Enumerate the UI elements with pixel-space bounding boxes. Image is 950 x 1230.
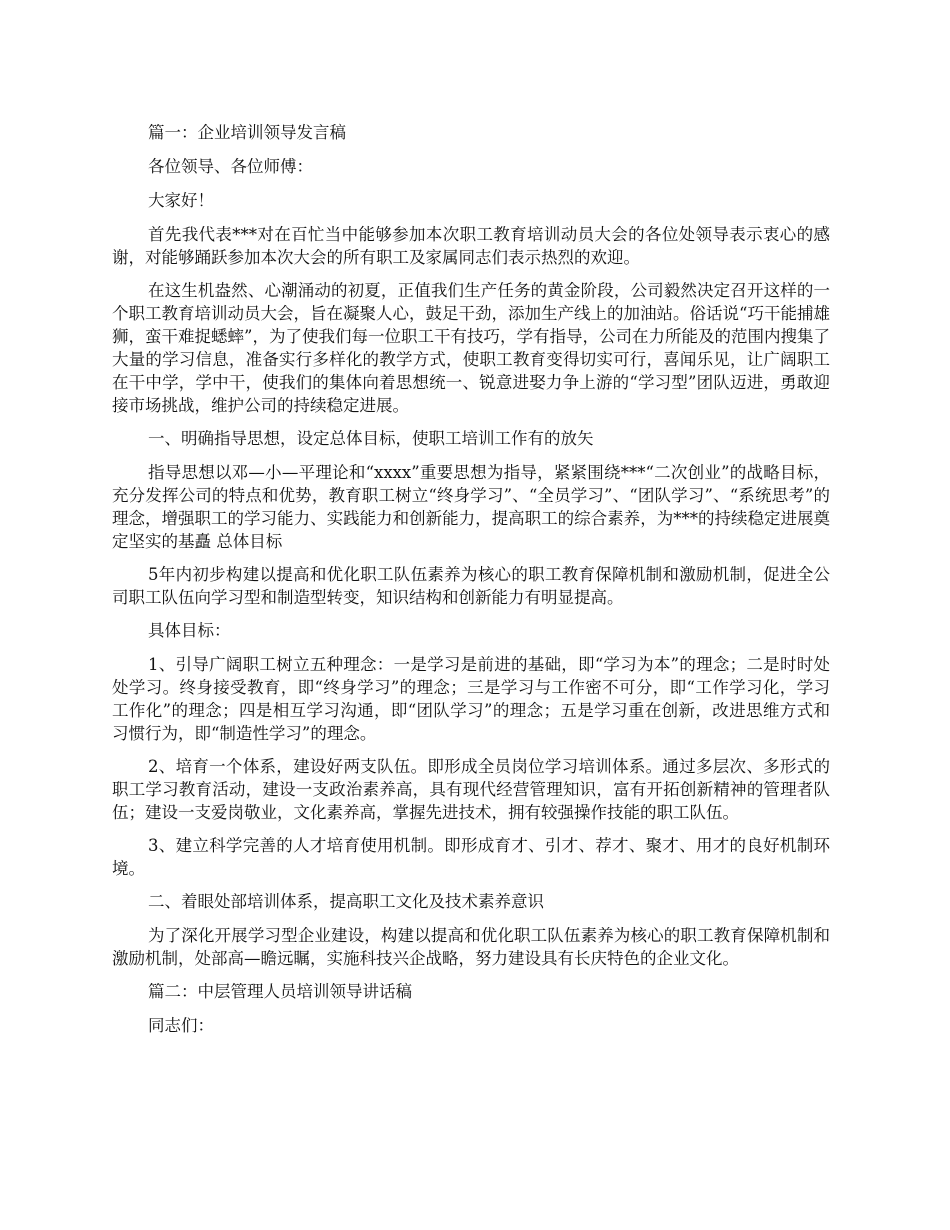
body-paragraph: 在这生机盎然、心潮涌动的初夏，正值我们生产任务的黄金阶段，公司毅然决定召开这样的一个职工教育培训动员大会，旨在凝聚人心，鼓足干劲，添加生产线上的加油站。俗话说“巧干能捕雄狮，蛮干难捉蟋蟀”，为了使我们每一位职工干有技巧，学有指导，公司在力所能及的范围内搜集了大量的学习信息，准备实行多样化的教学方式，使职工教育变得切实可行，喜闻乐见，让广阔职工在干中学，学中干，使我们的集体向着思想统一、锐意进娶力争上游的“学习型”团队迈进，勇敢迎接市场挑战，维护公司的持续稳定进展。 — [112, 281, 830, 415]
salutation: 各位领导、各位师傅： — [148, 157, 313, 176]
body-paragraph: 首先我代表***对在百忙当中能够参加本次职工教育培训动员大会的各位处领导表示衷心的感谢，对能够踊跃参加本次大会的所有职工及家属同志们表示热烈的欢迎。 — [112, 225, 830, 267]
subheading: 具体目标： — [148, 621, 231, 640]
body-paragraph: 3、建立科学完善的人才培育使用机制。即形成育才、引才、荐才、聚才、用才的良好机制环境。 — [112, 836, 830, 878]
section-heading: 一、明确指导思想，设定总体目标，使职工培训工作有的放矢 — [148, 429, 594, 448]
body-paragraph: 指导思想以邓—小—平理论和“xxxx”重要思想为指导，紧紧围绕***“二次创业”的战略目标，充分发挥公司的特点和优势，教育职工树立“终身学习”、“全员学习”、“团队学习”、“系统思考”的理念，增强职工的学习能力、实践能力和创新能力，提高职工的综合素养，为***的持续稳定进展奠定坚实的基矗 总体目标 — [112, 463, 830, 551]
body-paragraph: 2、培育一个体系，建设好两支队伍。即形成全员岗位学习培训体系。通过多层次、多形式的职工学习教育活动，建设一支政治素养高，具有现代经营管理知识，富有开拓创新精神的管理者队伍；建设一支爱岗敬业，文化素养高，掌握先进技术，拥有较强操作技能的职工队伍。 — [112, 757, 830, 822]
greeting: 大家好！ — [148, 191, 214, 210]
salutation: 同志们： — [148, 1016, 214, 1035]
section-heading: 二、着眼处部培训体系，提高职工文化及技术素养意识 — [148, 892, 544, 911]
body-paragraph: 1、引导广阔职工树立五种理念：一是学习是前进的基础，即“学习为本”的理念；二是时时处处学习。终身接受教育，即“终身学习”的理念；三是学习与工作密不可分，即“工作学习化，学习工作化”的理念；四是相互学习沟通，即“团队学习”的理念；五是学习重在创新，改进思维方式和习惯行为，即“制造性学习”的理念。 — [112, 655, 830, 743]
section-title: 篇二：中层管理人员培训领导讲话稿 — [148, 982, 412, 1001]
body-paragraph: 5年内初步构建以提高和优化职工队伍素养为核心的职工教育保障机制和激励机制，促进全公司职工队伍向学习型和制造型转变，知识结构和创新能力有明显提高。 — [112, 565, 830, 607]
body-paragraph: 为了深化开展学习型企业建设，构建以提高和优化职工队伍素养为核心的职工教育保障机制和激励机制，处部高—瞻远瞩，实施科技兴企战略，努力建设具有长庆特色的企业文化。 — [112, 926, 830, 968]
section-title: 篇一：企业培训领导发言稿 — [148, 123, 346, 142]
document-body — [112, 121, 830, 1048]
